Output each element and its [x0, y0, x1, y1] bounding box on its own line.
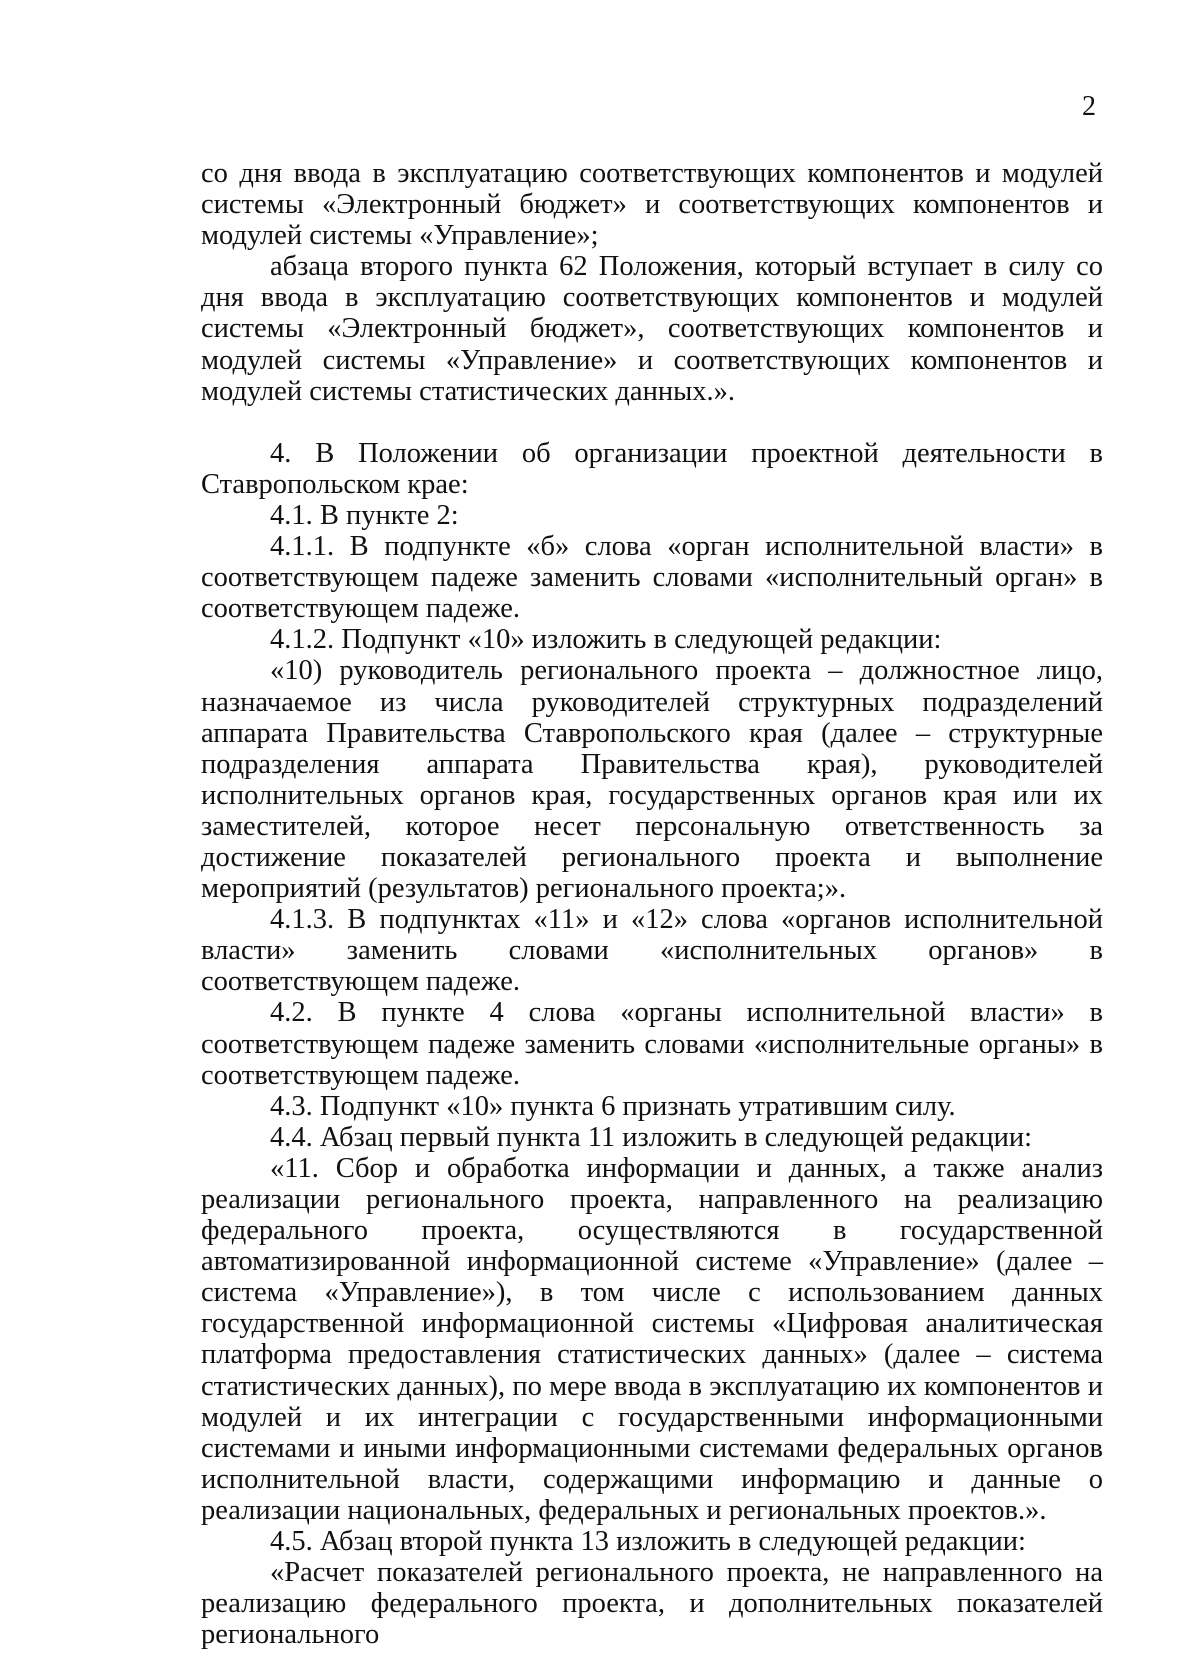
paragraph-4-1-2: 4.1.2. Подпункт «10» изложить в следующей редакции: — [270, 624, 942, 656]
paragraph-4-1: 4.1. В пункте 2: — [270, 499, 459, 531]
page-number: 2 — [1082, 91, 1096, 122]
document-body — [201, 158, 1103, 1650]
paragraph-quote-11: «11. Сбор и обработка информации и данных, а также анализ реализации регионального проекта, направленного на реализацию федерального проекта, осуществляются в государственной автоматизированной информационной системе «Управление» (далее – система «Управление»), в том числе с использованием данных государственной информационной системы «Цифровая аналитическая платформа предоставления статистических данных» (далее – система статистических данных), по мере ввода в эксплуатацию их компонентов и модулей и их интеграции с государственными информационными системами и иными информационными системами федеральных органов исполнительной власти, содержащими информацию и данные о реализации национальных, федеральных и региональных проектов.». — [201, 1152, 1103, 1526]
paragraph-4-3: 4.3. Подпункт «10» пункта 6 признать утратившим силу. — [270, 1090, 956, 1122]
paragraph-4-1-1: 4.1.1. В подпункте «б» слова «орган исполнительной власти» в соответствующем падеже заменить словами «исполнительный орган» в соответствующем падеже. — [201, 531, 1103, 625]
paragraph-continuation: со дня ввода в эксплуатацию соответствующих компонентов и модулей системы «Электронный бюджет» и соответствующих компонентов и модулей системы «Управление»; — [201, 158, 1103, 252]
paragraph-quote-raschet: «Расчет показателей регионального проекта, не направленного на реализацию федерального проекта, и дополнительных показателей регионального — [201, 1557, 1103, 1651]
paragraph-4-1-3: 4.1.3. В подпунктах «11» и «12» слова «органов исполнительной власти» заменить словами «исполнительных органов» в соответствующем падеже. — [201, 904, 1103, 998]
paragraph-quote-10: «10) руководитель регионального проекта – должностное лицо, назначаемое из числа руководителей структурных подразделений аппарата Правительства Ставропольского края (далее – структурные подразделения аппарата Правительства края), руководителей исполнительных органов края, государственных органов края или их заместителей, которое несет персональную ответственность за достижение показателей регионального проекта и выполнение мероприятий (результатов) регионального проекта;». — [201, 655, 1103, 905]
paragraph-abzac-62: абзаца второго пункта 62 Положения, который вступает в силу со дня ввода в эксплуатацию соответствующих компонентов и модулей системы «Электронный бюджет», соответствующих компонентов и модулей системы «Управление» и соответствующих компонентов и модулей системы статистических данных.». — [201, 251, 1103, 407]
paragraph-4-5: 4.5. Абзац второй пункта 13 изложить в следующей редакции: — [270, 1526, 1026, 1558]
paragraph-4-2: 4.2. В пункте 4 слова «органы исполнительной власти» в соответствующем падеже заменить словами «исполнительные органы» в соответствующем падеже. — [201, 997, 1103, 1091]
paragraph-section-4: 4. В Положении об организации проектной деятельности в Ставропольском крае: — [201, 437, 1103, 500]
paragraph-4-4: 4.4. Абзац первый пункта 11 изложить в следующей редакции: — [270, 1121, 1033, 1153]
